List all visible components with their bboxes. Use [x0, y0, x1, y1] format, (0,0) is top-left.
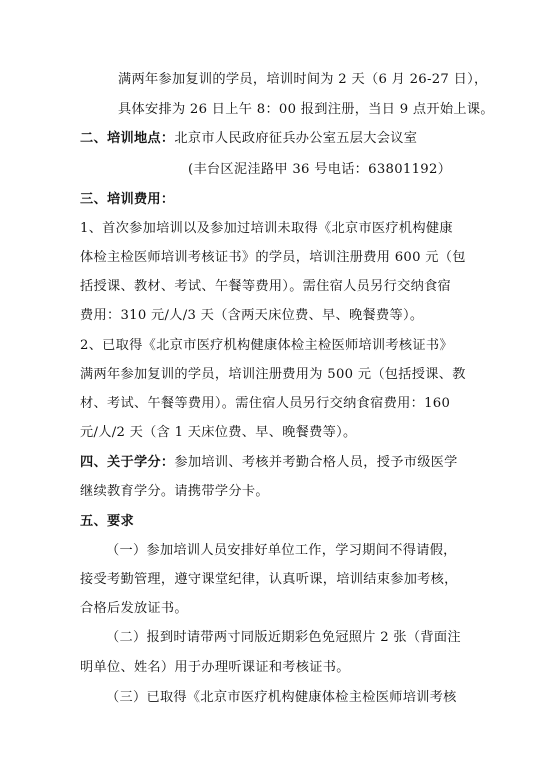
section-location: [80, 129, 417, 149]
paragraph-line: 满两年参加复训的学员，培训注册费用为 500 元（包括授课、教: [80, 367, 466, 382]
paragraph-line: （三）已取得《北京市医疗机构健康体检主检医师培训考核: [106, 690, 457, 705]
paragraph-line: 体检主检医师培训考核证书》的学员，培训注册费用 600 元（包: [80, 250, 466, 265]
paragraph-line: （二）报到时请带两寸同版近期彩色免冠照片 2 张（背面注: [106, 630, 461, 645]
section-heading-fee: 三、培训费用：: [80, 192, 175, 207]
paragraph-line: 接受考勤管理，遵守课堂纪律，认真听课，培训结束参加考核，: [80, 572, 458, 587]
location-text: 北京市人民政府征兵办公室五层大会议室: [174, 131, 418, 146]
section-heading-credit: 四、关于学分：: [80, 455, 175, 470]
paragraph-line: 明单位、姓名）用于办理听课证和考核证书。: [80, 660, 350, 675]
paragraph-line: 材、考试、午餐等费用）。需住宿人员另行交纳食宿费用：160: [80, 396, 451, 411]
paragraph-line: 元/人/2 天（含 1 天床位费、早、晚餐费等）。: [80, 425, 357, 440]
paragraph-line: 2、已取得《北京市医疗机构健康体检主检医师培训考核证书》: [80, 338, 453, 353]
section-heading-location: 二、培训地点：: [80, 131, 175, 146]
paragraph-line: 满两年参加复训的学员，培训时间为 2 天（6 月 26-27 日），: [118, 72, 488, 87]
paragraph-line: 1、首次参加培训以及参加过培训未取得《北京市医疗机构健康: [80, 221, 453, 236]
address-phone-line: (丰台区泥洼路甲 36 号电话：63801192）: [188, 162, 452, 177]
credit-text: 参加培训、考核并考勤合格人员，授予市级医学: [174, 455, 458, 470]
paragraph-line: 合格后发放证书。: [80, 601, 188, 616]
paragraph-line: 继续教育学分。请携带学分卡。: [80, 484, 269, 499]
section-credit: [80, 453, 458, 473]
paragraph-line: 括授课、教材、考试、午餐等费用）。需住宿人员另行交纳食宿: [80, 279, 452, 294]
paragraph-line: 费用：310 元/人/3 天（含两天床位费、早、晚餐费等）。: [80, 308, 424, 323]
paragraph-line: 具体安排为 26 日上午 8：00 报到注册，当日 9 点开始上课。: [118, 102, 494, 117]
section-heading-requirements: 五、要求: [80, 514, 134, 529]
paragraph-line: （一）参加培训人员安排好单位工作，学习期间不得请假，: [106, 543, 457, 558]
